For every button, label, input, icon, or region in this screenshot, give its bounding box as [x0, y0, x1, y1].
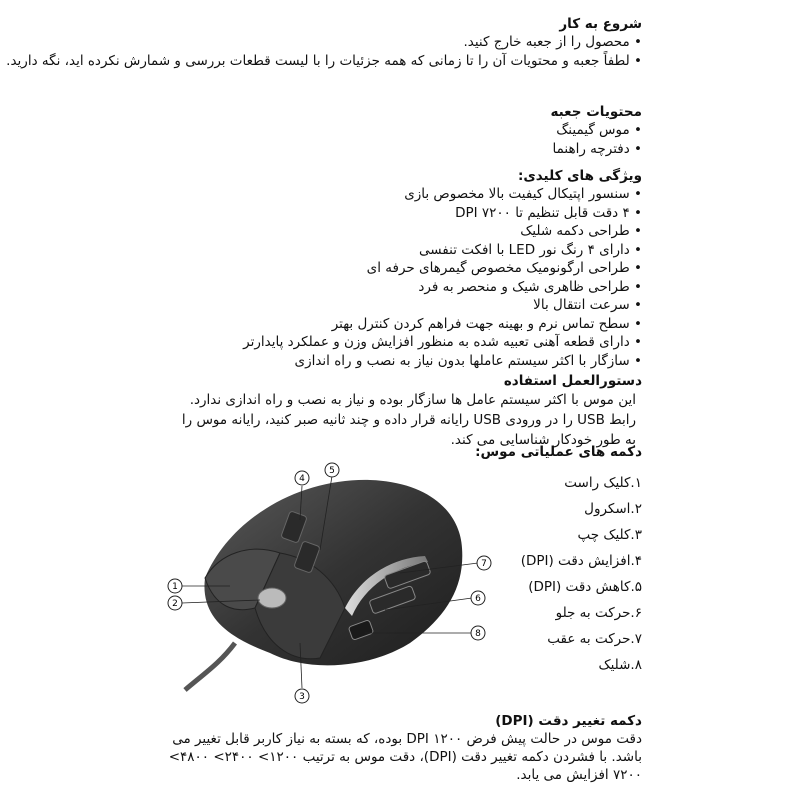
box-list: [242, 121, 642, 158]
dpi-text: دقت موس در حالت پیش فرض DPI ۱۲۰۰ بوده، که بسته به نیاز کاربر قابل تغییر می باشد. با فشردن دکمه تغییر دقت (DPI)، دقت موس به ترتیب ۱۲۰۰> ۲۴۰۰> ۴۸۰۰> ۷۲۰۰ افزایش می یابد.: [168, 731, 642, 783]
list-item: • طراحی دکمه شلیک: [202, 222, 642, 241]
svg-text:4: 4: [299, 474, 305, 484]
dpi-title: دکمه تغییر دقت (DPI): [495, 713, 642, 729]
list-item: ۲.اسکرول: [584, 501, 642, 517]
start-title: شروع به کار: [559, 16, 642, 32]
callout-8: [471, 626, 485, 640]
callout-1: [168, 579, 182, 593]
list-item: ۷.حرکت به عقب: [547, 631, 642, 647]
list-item: ۸.شلیک: [598, 657, 642, 673]
list-item: • محصول را از جعبه خارج کنید.: [242, 33, 642, 52]
svg-text:2: 2: [172, 599, 178, 609]
list-item: • لطفاً جعبه و محتویات آن را تا زمانی که همه جزئیات را با لیست قطعات بررسی و شمارش نکرده اید، نگه دارید.: [242, 52, 642, 71]
list-item: • سرعت انتقال بالا: [202, 296, 642, 315]
box-title: محتویات جعبه: [550, 104, 642, 120]
svg-text:7: 7: [481, 559, 487, 569]
svg-text:3: 3: [299, 692, 305, 702]
features-list: [202, 185, 642, 370]
list-item: • دارای ۴ رنگ نور LED با افکت تنفسی: [202, 241, 642, 260]
svg-text:1: 1: [172, 582, 178, 592]
buttons-title: دکمه های عملیاتی موس:: [475, 444, 642, 460]
list-item: • سنسور اپتیکال کیفیت بالا مخصوص بازی: [202, 185, 642, 204]
callout-4: [295, 471, 309, 485]
list-item: • سازگار با اکثر سیستم عاملها بدون نیاز به نصب و راه اندازی: [202, 352, 642, 371]
callout-7: [477, 556, 491, 570]
features-title: ویژگی های کلیدی:: [517, 168, 642, 184]
usage-title: دستورالعمل استفاده: [503, 373, 642, 389]
list-item: • طراحی ارگونومیک مخصوص گیمرهای حرفه ای: [202, 259, 642, 278]
usage-text: این موس با اکثر سیستم عامل ها سازگار بوده و نیاز به نصب و راه اندازی ندارد. رابط USB را در ورودی USB رایانه قرار داده و چند ثانیه صبر کنید، رایانه موس را به طور خودکار شناسایی می کند.: [181, 392, 636, 448]
scroll-wheel: [258, 588, 286, 608]
callout-6: [471, 591, 485, 605]
list-item: • دفترچه راهنما: [242, 140, 642, 159]
gaming-mouse-illustration: [160, 458, 500, 708]
cable: [185, 643, 235, 690]
box-section: [242, 103, 642, 158]
start-list: [6, 33, 642, 70]
list-item: ۴.افزایش دقت (DPI): [520, 553, 642, 569]
list-item: ۵.کاهش دقت (DPI): [528, 579, 642, 595]
list-item: • موس گیمینگ: [242, 121, 642, 140]
svg-text:5: 5: [329, 466, 335, 476]
list-item: ۶.حرکت به جلو: [555, 605, 642, 621]
callout-5: [325, 463, 339, 477]
start-section: [6, 15, 642, 70]
mouse-illustration: [160, 458, 500, 708]
list-item: ۱.کلیک راست: [564, 475, 642, 491]
list-item: • سطح تماس نرم و بهینه جهت فراهم کردن کنترل بهتر: [202, 315, 642, 334]
buttons-list: [521, 470, 642, 678]
features-section: [202, 167, 642, 370]
dpi-section: [142, 712, 642, 784]
svg-text:8: 8: [475, 629, 481, 639]
list-item: • ۴ دقت قابل تنظیم تا DPI ۷۲۰۰: [202, 204, 642, 223]
list-item: • دارای قطعه آهنی تعبیه شده به منظور افزایش وزن و عملکرد پایدارتر: [202, 333, 642, 352]
list-item: ۳.کلیک چپ: [577, 527, 642, 543]
callout-3: [295, 689, 309, 703]
list-item: • طراحی ظاهری شیک و منحصر به فرد: [202, 278, 642, 297]
usage-section: [172, 372, 642, 450]
callout-2: [168, 596, 182, 610]
svg-text:6: 6: [475, 594, 481, 604]
